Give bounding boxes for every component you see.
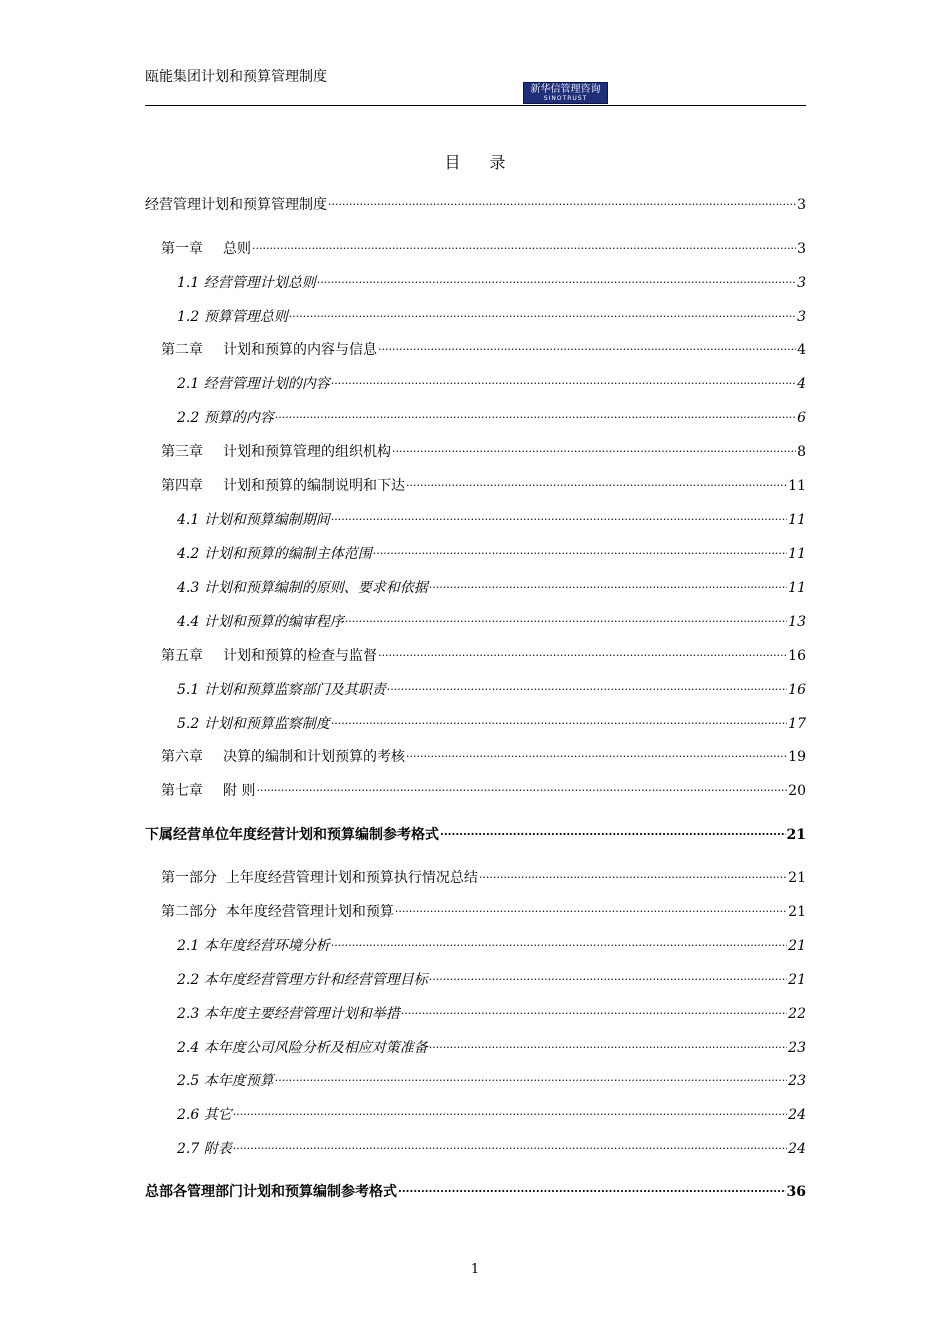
toc-entry-page: 17 [788, 716, 806, 732]
toc-entry-number: 4.4 [177, 614, 200, 630]
toc-entry-number: 第一章 [161, 241, 203, 257]
toc-entry-page: 16 [788, 682, 806, 698]
toc-dot-leader [331, 510, 787, 524]
toc-entry-page: 24 [788, 1107, 806, 1123]
toc-entry-page: 23 [788, 1040, 806, 1056]
toc-entry-title: 总则 [223, 241, 251, 257]
toc-entry-section-4-2[interactable] [177, 544, 806, 564]
toc-entry-subsection-2-4[interactable] [177, 1038, 806, 1058]
toc-entry-section-4-4[interactable] [177, 612, 806, 632]
toc-dot-leader [345, 612, 787, 626]
toc-entry-section-4-1[interactable] [177, 510, 806, 530]
toc-dot-leader [233, 1105, 787, 1119]
toc-dot-leader [289, 307, 796, 321]
toc-entry-page: 3 [797, 309, 806, 325]
toc-dot-leader [256, 781, 787, 795]
toc-entry-subsection-2-6[interactable] [177, 1105, 806, 1125]
toc-entry-chapter-3[interactable] [161, 442, 806, 462]
toc-dot-leader [378, 340, 796, 354]
toc-entry-title: 本年度经营环境分析 [203, 938, 330, 954]
toc-entry-title: 附 则 [223, 783, 256, 799]
toc-heading: 目 录 [444, 153, 518, 172]
toc-dot-leader [331, 936, 787, 950]
toc-dot-leader [331, 374, 796, 388]
toc-entry-title: 本年度经营管理方针和经营管理目标 [203, 972, 428, 988]
toc-entry-title: 预算的内容 [203, 410, 274, 426]
toc-entry-section-4-3[interactable] [177, 578, 806, 598]
toc-entry-subsection-2-7[interactable] [177, 1139, 806, 1159]
toc-dot-leader [275, 408, 796, 422]
toc-entry-number: 5.2 [177, 716, 200, 732]
toc-entry-title: 决算的编制和计划预算的考核 [223, 749, 405, 765]
toc-entry-number: 第二章 [161, 342, 203, 358]
toc-dot-leader [479, 868, 787, 882]
toc-entry-page: 3 [797, 241, 806, 257]
toc-entry-number: 4.3 [177, 580, 200, 596]
toc-entry-page: 3 [797, 275, 806, 291]
toc-entry-page: 20 [788, 783, 806, 799]
toc-entry-number: 1.2 [177, 309, 200, 325]
toc-entry-page: 21 [788, 904, 806, 920]
toc-entry-page: 23 [788, 1073, 806, 1089]
toc-entry-page: 19 [788, 749, 806, 765]
toc-dot-leader [275, 1071, 787, 1085]
page-number: 1 [470, 1262, 480, 1277]
toc-entry-page: 36 [786, 1184, 806, 1200]
toc-entry-subsection-2-3[interactable] [177, 1004, 806, 1024]
toc-entry-page: 3 [797, 197, 806, 213]
toc-entry-title: 经营管理计划总则 [203, 275, 316, 291]
toc-entry-title: 计划和预算编制的原则、要求和依据 [203, 580, 428, 596]
logo-english-text: SINOTRUST [543, 94, 588, 102]
toc-entry-title: 计划和预算的检查与监督 [223, 648, 377, 664]
toc-dot-leader [395, 902, 787, 916]
toc-entry-number: 4.2 [177, 546, 200, 562]
toc-dot-leader [406, 476, 787, 490]
toc-entry-page: 21 [786, 827, 806, 843]
toc-entry-chapter-4[interactable] [161, 476, 806, 496]
toc-entry-number: 2.1 [177, 938, 200, 954]
toc-entry-page: 16 [788, 648, 806, 664]
toc-entry-page: 4 [797, 376, 806, 392]
toc-entry-title: 计划和预算管理的组织机构 [223, 444, 391, 460]
toc-entry-number: 第二部分 [161, 904, 217, 920]
toc-entry-title: 计划和预算监察部门及其职责 [203, 682, 386, 698]
toc-entry-chapter-7[interactable] [161, 781, 806, 801]
toc-dot-leader [392, 442, 796, 456]
toc-entry-chapter-1[interactable] [161, 239, 806, 259]
toc-entry-subsection-2-5[interactable] [177, 1071, 806, 1091]
toc-entry-title: 本年度公司风险分析及相应对策准备 [203, 1040, 428, 1056]
toc-entry-title: 经营管理计划的内容 [203, 376, 330, 392]
toc-entry-title: 其它 [203, 1107, 232, 1123]
toc-entry-number: 第一部分 [161, 870, 217, 886]
toc-dot-leader [429, 578, 787, 592]
toc-entry-subsection-2-2[interactable] [177, 970, 806, 990]
toc-dot-leader [429, 970, 787, 984]
toc-entry-page: 8 [797, 444, 806, 460]
toc-entry-number: 第七章 [161, 783, 203, 799]
toc-entry-title: 预算管理总则 [203, 309, 288, 325]
toc-entry-title: 计划和预算的编制说明和下达 [223, 478, 405, 494]
toc-entry-page: 21 [788, 972, 806, 988]
toc-entry-page: 11 [788, 478, 806, 494]
toc-entry-title: 计划和预算的内容与信息 [223, 342, 377, 358]
toc-entry-title: 计划和预算编制期间 [203, 512, 330, 528]
toc-entry-section-part-1[interactable] [161, 868, 806, 888]
toc-entry-title: 附表 [203, 1141, 232, 1157]
toc-entry-title: 计划和预算的编审程序 [203, 614, 344, 630]
toc-entry-number: 4.1 [177, 512, 200, 528]
toc-entry-part-2[interactable] [145, 825, 806, 845]
toc-entry-title: 计划和预算的编制主体范围 [203, 546, 372, 562]
toc-entry-section-2-1[interactable] [177, 374, 806, 394]
toc-dot-leader [401, 1004, 787, 1018]
toc-dot-leader [398, 1182, 786, 1196]
toc-entry-number: 2.2 [177, 410, 200, 426]
toc-entry-title: 总部各管理部门计划和预算编制参考格式 [145, 1184, 397, 1200]
toc-entry-title: 本年度预算 [203, 1073, 274, 1089]
toc-dot-leader [252, 239, 796, 253]
toc-entry-section-part-2[interactable] [161, 902, 806, 922]
toc-entry-chapter-5[interactable] [161, 646, 806, 666]
toc-entry-number: 第五章 [161, 648, 203, 664]
toc-entry-page: 21 [788, 938, 806, 954]
toc-entry-title: 下属经营单位年度经营计划和预算编制参考格式 [145, 827, 439, 843]
toc-entry-page: 4 [797, 342, 806, 358]
toc-dot-leader [233, 1139, 787, 1153]
toc-entry-subsection-2-1[interactable] [177, 936, 806, 956]
toc-dot-leader [429, 1038, 787, 1052]
toc-entry-number: 2.4 [177, 1040, 200, 1056]
toc-dot-leader [328, 195, 796, 209]
toc-entry-number: 2.2 [177, 972, 200, 988]
toc-entry-title: 本年度主要经营管理计划和举措 [203, 1006, 400, 1022]
toc-entry-page: 21 [788, 870, 806, 886]
toc-dot-leader [387, 680, 787, 694]
toc-entry-number: 2.1 [177, 376, 200, 392]
toc-dot-leader [317, 273, 796, 287]
toc-entry-number: 1.1 [177, 275, 200, 291]
toc-entry-number: 5.1 [177, 682, 200, 698]
toc-entry-number: 第四章 [161, 478, 203, 494]
header-title: 瓯能集团计划和预算管理制度 [145, 69, 327, 85]
toc-entry-number: 2.7 [177, 1141, 200, 1157]
toc-entry-chapter-6[interactable] [161, 747, 806, 767]
toc-dot-leader [373, 544, 787, 558]
toc-entry-section-2-2[interactable] [177, 408, 806, 428]
toc-entry-number: 2.5 [177, 1073, 200, 1089]
toc-entry-page: 11 [788, 512, 806, 528]
toc-entry-number: 2.6 [177, 1107, 200, 1123]
toc-entry-page: 11 [788, 580, 806, 596]
toc-dot-leader [440, 825, 786, 839]
toc-entry-title: 本年度经营管理计划和预算 [225, 904, 394, 920]
toc-entry-title: 计划和预算监察制度 [203, 716, 330, 732]
toc-dot-leader [406, 747, 787, 761]
toc-entry-part-1[interactable] [145, 195, 806, 215]
toc-entry-chapter-2[interactable] [161, 340, 806, 360]
toc-entry-number: 2.3 [177, 1006, 200, 1022]
toc-entry-section-5-1[interactable] [177, 680, 806, 700]
toc-entry-title: 经营管理计划和预算管理制度 [145, 197, 327, 213]
toc-entry-title: 上年度经营管理计划和预算执行情况总结 [225, 870, 478, 886]
toc-dot-leader [378, 646, 787, 660]
logo-chinese-text: 新华信管理咨询 [530, 83, 601, 95]
toc-entry-section-1-1[interactable] [177, 273, 806, 293]
toc-entry-number: 第三章 [161, 444, 203, 460]
toc-entry-page: 13 [788, 614, 806, 630]
toc-entry-page: 24 [788, 1141, 806, 1157]
toc-entry-section-1-2[interactable] [177, 307, 806, 327]
toc-entry-page: 6 [797, 410, 806, 426]
toc-entry-page: 22 [788, 1006, 806, 1022]
toc-entry-section-5-2[interactable] [177, 714, 806, 734]
toc-dot-leader [331, 714, 787, 728]
toc-entry-part-3[interactable] [145, 1182, 806, 1202]
toc-entry-page: 11 [788, 546, 806, 562]
toc-entry-number: 第六章 [161, 749, 203, 765]
